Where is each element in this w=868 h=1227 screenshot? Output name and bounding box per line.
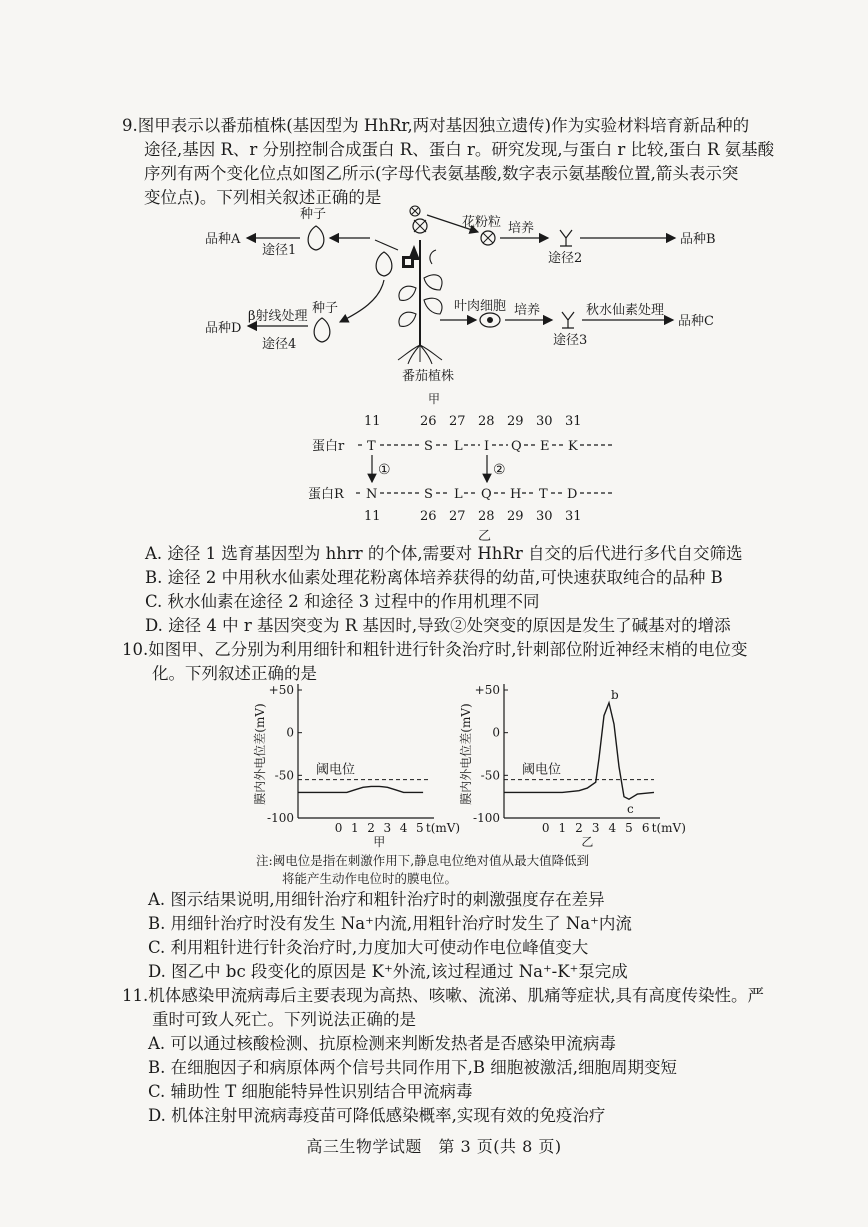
- pos-bottom-28: 28: [478, 509, 495, 524]
- variety-c-label: 品种C: [678, 314, 714, 329]
- x-tick-label: 0: [541, 821, 550, 835]
- point-c-label: c: [627, 802, 634, 817]
- threshold-label: 阈电位: [316, 762, 356, 778]
- protein-r-aa-29: Q: [511, 439, 522, 454]
- y-axis-label: 膜内外电位差(mV): [459, 703, 473, 805]
- q9-line-3: 序列有两个变化位点如图乙所示(字母代表氨基酸,数字表示氨基酸位置,箭头表示突: [144, 164, 739, 183]
- seed-bottom-icon: [314, 318, 330, 342]
- protein-r-aa-11: T: [367, 439, 376, 454]
- chart-title: 乙: [581, 835, 594, 849]
- q10-option-d[interactable]: D. 图乙中 bc 段变化的原因是 K⁺外流,该过程通过 Na⁺-K⁺泵完成: [148, 962, 628, 981]
- q10-option-a[interactable]: A. 图示结果说明,用细针治疗和粗针治疗时的刺激强度存在差异: [148, 890, 605, 909]
- x-tick-label: 6: [641, 821, 650, 835]
- variety-b-label: 品种B: [680, 232, 716, 247]
- pos-top-29: 29: [507, 414, 524, 429]
- fig-jia-label: 甲: [428, 392, 441, 406]
- q10-note-line-1: 注:阈电位是指在刺激作用下,静息电位绝对值从最大值降低到: [256, 853, 590, 868]
- q9-line-2: 途径,基因 R、r 分别控制合成蛋白 R、蛋白 r。研究发现,与蛋白 r 比较,蛋白 R 氨基酸: [144, 140, 775, 159]
- protein-R-label: 蛋白R: [308, 487, 344, 502]
- q9-line-4: 变位点)。下列相关叙述正确的是: [144, 188, 382, 207]
- q11-options: [148, 1032, 677, 1128]
- pos-bottom-29: 29: [507, 509, 524, 524]
- x-tick-label: 5: [625, 821, 633, 835]
- q9-option-d[interactable]: D. 途径 4 中 r 基因突变为 R 基因时,导致②处突变的原因是发生了碱基对的增添: [145, 616, 731, 635]
- plant-label: 番茄植株: [402, 369, 455, 384]
- pos-bottom-31: 31: [565, 509, 582, 524]
- fruit-icon: [376, 252, 392, 276]
- mesophyll-label: 叶肉细胞: [454, 299, 507, 314]
- protein-R-aa-28: Q: [481, 487, 492, 502]
- y-tick-label: +50: [474, 683, 500, 697]
- protein-r-aa-27: L: [454, 439, 463, 454]
- pos-bottom-26: 26: [420, 509, 437, 524]
- x-tick-label: 4: [399, 821, 408, 835]
- x-tick-label: 2: [367, 821, 375, 835]
- tomato-plant-icon: [398, 206, 442, 364]
- y-axis-label: 膜内外电位差(mV): [253, 703, 267, 805]
- x-tick-label: 5: [416, 821, 424, 835]
- page-footer: 高三生物学试题 第 3 页(共 8 页): [306, 1137, 562, 1156]
- question-11-stem: [122, 984, 764, 1032]
- q11-option-d[interactable]: D. 机体注射甲流病毒疫苗可降低感染概率,实现有效的免疫治疗: [148, 1106, 606, 1125]
- culture2-label: 培养: [514, 303, 541, 318]
- seed-top-label: 种子: [300, 207, 327, 222]
- x-tick-label: 3: [591, 821, 600, 835]
- protein-r-label: 蛋白r: [312, 439, 345, 454]
- q10-options: [148, 888, 632, 984]
- seedling-b-icon: [560, 230, 572, 246]
- q10-option-c[interactable]: C. 利用粗针进行针灸治疗时,力度加大可使动作电位峰值变大: [148, 938, 589, 957]
- y-tick-label: -100: [267, 811, 294, 825]
- protein-R-aa-31: D: [567, 487, 578, 502]
- chart-jia: [250, 678, 461, 849]
- q11-option-b[interactable]: B. 在细胞因子和病原体两个信号共同作用下,B 细胞被激活,细胞周期变短: [148, 1058, 677, 1077]
- potential-curve: [504, 703, 654, 799]
- q11-option-c[interactable]: C. 辅助性 T 细胞能特异性识别结合甲流病毒: [148, 1082, 473, 1101]
- chart-yi: [456, 678, 686, 849]
- q11-option-a[interactable]: A. 可以通过核酸检测、抗原检测来判断发热者是否感染甲流病毒: [148, 1034, 616, 1053]
- x-tick-label: 0: [334, 821, 343, 835]
- x-tick-label: 2: [575, 821, 583, 835]
- y-tick-label: -50: [274, 768, 294, 783]
- q9-line-1: 9.图甲表示以番茄植株(基因型为 HhRr,两对基因独立遗传)作为实验材料培育新品种的: [122, 116, 750, 135]
- protein-r-aa-26: S: [424, 439, 433, 454]
- q10-option-b[interactable]: B. 用细针治疗时没有发生 Na⁺内流,用粗针治疗时发生了 Na⁺内流: [148, 914, 632, 933]
- y-tick-label: -50: [480, 768, 500, 783]
- route4-label: 途径4: [262, 337, 297, 352]
- fruit-connector: [375, 240, 398, 250]
- seed-bottom-arrow: [340, 280, 384, 322]
- q9-option-c[interactable]: C. 秋水仙素在途径 2 和途径 3 过程中的作用机理不同: [145, 592, 540, 611]
- x-tick-label: 1: [351, 821, 359, 835]
- y-tick-label: 0: [492, 725, 500, 740]
- protein-R-aa-11: N: [366, 487, 378, 502]
- x-tick-label: 3: [383, 821, 392, 835]
- point-b-label: b: [611, 687, 619, 702]
- y-tick-label: -100: [473, 811, 500, 825]
- q10-note-line-2: 将能产生动作电位时的膜电位。: [282, 871, 458, 886]
- q9-options: [145, 542, 742, 638]
- q10-line-1: 10.如图甲、乙分别为利用细针和粗针进行针灸治疗时,针刺部位附近神经末梢的电位变: [122, 640, 748, 659]
- y-tick-label: +50: [268, 683, 294, 697]
- protein-sequence-diagram: [0, 410, 868, 545]
- seed-bottom-label: 种子: [312, 301, 339, 316]
- x-tick-label: 1: [558, 821, 567, 835]
- q11-line-1: 11.机体感染甲流病毒后主要表现为高热、咳嗽、流涕、肌痛等症状,具有高度传染性。严: [122, 986, 764, 1005]
- culture1-label: 培养: [508, 221, 535, 236]
- q9-option-a[interactable]: A. 途径 1 选育基因型为 hhrr 的个体,需要对 HhRr 自交的后代进行多代自交筛选: [145, 544, 743, 563]
- protein-R-aa-26: S: [424, 487, 433, 502]
- x-axis-label: t(mV): [425, 821, 461, 835]
- pos-bottom-27: 27: [449, 509, 466, 524]
- pos-top-31: 31: [565, 414, 582, 429]
- variety-d-label: 品种D: [205, 321, 242, 336]
- chart-title: 甲: [373, 835, 386, 849]
- q10-note: [256, 852, 589, 888]
- seed-top-icon: [308, 226, 324, 250]
- route3-label: 途径3: [553, 333, 588, 348]
- y-tick-label: 0: [286, 725, 294, 740]
- pollen-label: 花粉粒: [462, 215, 502, 230]
- q10-line-2: 化。下列叙述正确的是: [152, 664, 317, 683]
- q11-line-2: 重时可致人死亡。下列说法正确的是: [152, 1010, 416, 1029]
- protein-r-aa-28: I: [484, 439, 490, 454]
- pos-top-28: 28: [478, 414, 495, 429]
- protein-r-aa-31: K: [568, 439, 578, 454]
- protein-R-aa-30: T: [539, 487, 548, 502]
- x-tick-label: 4: [608, 821, 617, 835]
- route2-label: 途径2: [548, 251, 583, 266]
- route1-label: 途径1: [262, 243, 297, 258]
- threshold-label: 阈电位: [522, 762, 562, 778]
- pos-top-26: 26: [420, 414, 437, 429]
- colchicine-label: 秋水仙素处理: [586, 303, 665, 318]
- pos-bottom-11: 11: [364, 509, 381, 524]
- q9-option-b[interactable]: B. 途径 2 中用秋水仙素处理花粉离体培养获得的幼苗,可快速获取纯合的品种 B: [145, 568, 723, 587]
- potential-curve: [298, 786, 423, 792]
- mutation-mark-1: ①: [378, 462, 391, 478]
- protein-r-aa-30: E: [540, 439, 550, 454]
- variety-a-label: 品种A: [205, 232, 241, 247]
- pos-top-11: 11: [364, 414, 381, 429]
- pos-top-30: 30: [536, 414, 553, 429]
- breeding-routes-diagram: [0, 0, 868, 420]
- protein-R-aa-27: L: [454, 487, 463, 502]
- pos-top-27: 27: [449, 414, 466, 429]
- x-axis-label: t(mV): [651, 821, 686, 835]
- seedling-c-icon: [562, 312, 574, 328]
- protein-R-aa-29: H: [510, 487, 522, 502]
- ray-label: β射线处理: [248, 309, 308, 324]
- mutation-mark-2: ②: [493, 462, 506, 478]
- pos-bottom-30: 30: [536, 509, 553, 524]
- fig-yi-label: 乙: [478, 529, 492, 544]
